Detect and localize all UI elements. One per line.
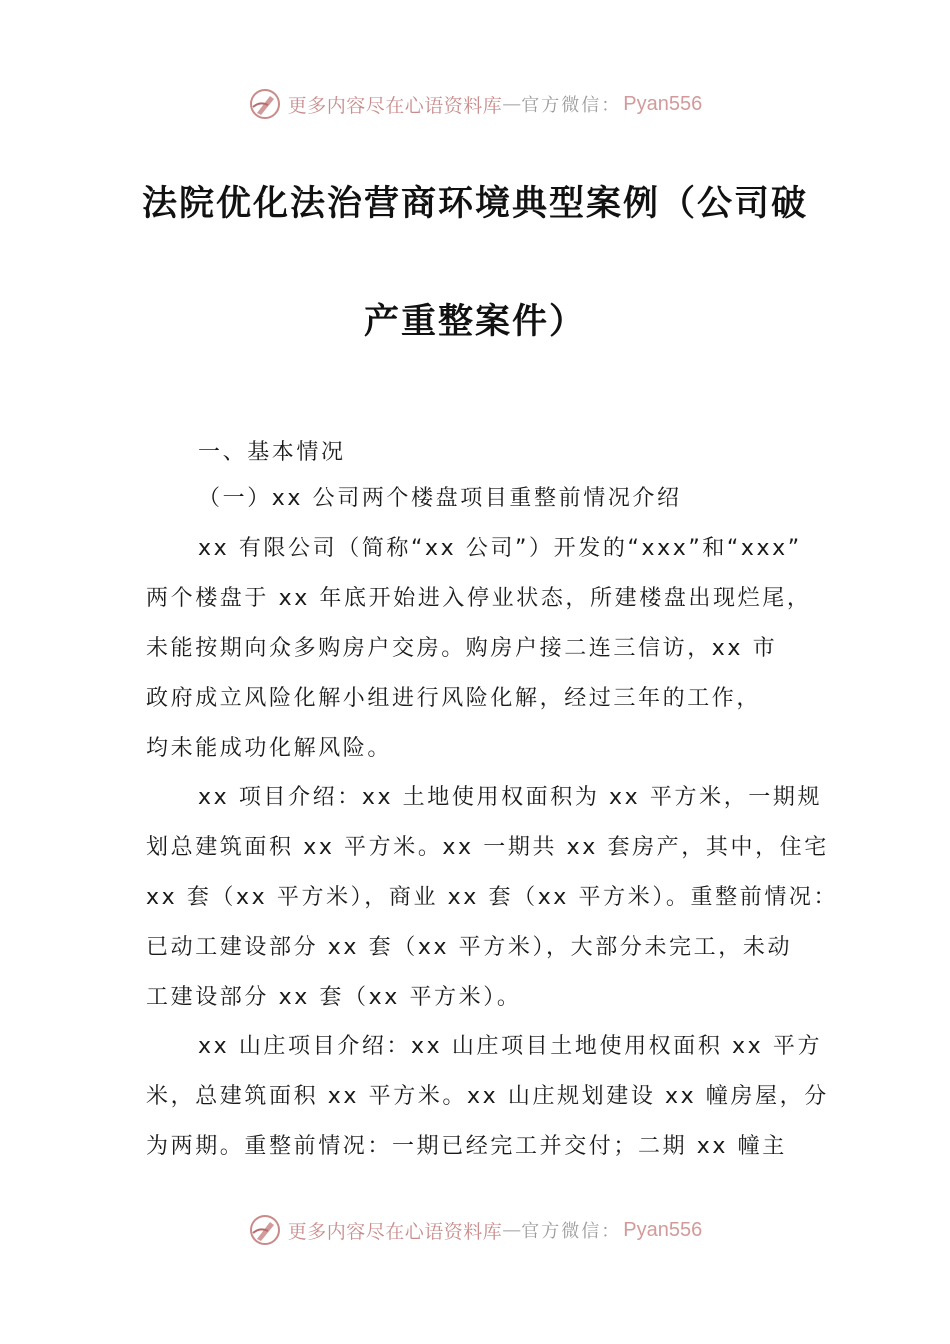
subsection-heading: （一）xx 公司两个楼盘项目重整前情况介绍 <box>198 486 682 511</box>
body-line: xx 有限公司（简称“xx 公司”）开发的“xxx”和“xxx” <box>198 536 802 561</box>
watermark-text: 更多内容尽在心语资料库 <box>287 94 503 117</box>
pen-nib-logo-icon <box>248 1213 282 1247</box>
body-line: xx 山庄项目介绍：xx 山庄项目土地使用权面积 xx 平方 <box>198 1034 823 1059</box>
header-watermark <box>0 84 950 124</box>
footer-watermark <box>0 1210 950 1250</box>
body-line: 为两期。重整前情况：一期已经完工并交付；二期 xx 幢主 <box>146 1134 787 1159</box>
watermark-official: 官方微信： <box>521 1221 622 1242</box>
body-line: 均未能成功化解风险。 <box>146 736 393 761</box>
watermark-official: 官方微信： <box>521 95 622 116</box>
body-line: 划总建筑面积 xx 平方米。xx 一期共 xx 套房产，其中，住宅 <box>146 835 829 860</box>
watermark-id: Pyan556 <box>623 1218 703 1241</box>
watermark-separator: — <box>502 93 522 115</box>
section-heading: 一、基本情况 <box>198 440 346 465</box>
body-line: 已动工建设部分 xx 套（xx 平方米），大部分未完工，未动 <box>146 935 793 960</box>
body-line: 未能按期向众多购房户交房。购房户接二连三信访，xx 市 <box>146 636 778 661</box>
watermark-separator: — <box>502 1219 522 1241</box>
body-line: 两个楼盘于 xx 年底开始进入停业状态，所建楼盘出现烂尾， <box>146 586 812 611</box>
watermark-id: Pyan556 <box>623 92 703 115</box>
body-line: 政府成立风险化解小组进行风险化解，经过三年的工作， <box>146 686 762 711</box>
body-line: 米，总建筑面积 xx 平方米。xx 山庄规划建设 xx 幢房屋，分 <box>146 1084 829 1109</box>
pen-nib-logo-icon <box>248 87 282 121</box>
document-title-line-2: 产重整案件） <box>363 302 586 342</box>
body-line: 工建设部分 xx 套（xx 平方米）。 <box>146 985 522 1010</box>
body-line: xx 项目介绍：xx 土地使用权面积为 xx 平方米，一期规 <box>198 785 823 810</box>
document-title-line-1: 法院优化法治营商环境典型案例（公司破 <box>141 184 808 224</box>
body-line: xx 套（xx 平方米），商业 xx 套（xx 平方米）。重整前情况： <box>146 885 839 910</box>
watermark-text: 更多内容尽在心语资料库 <box>287 1220 503 1243</box>
